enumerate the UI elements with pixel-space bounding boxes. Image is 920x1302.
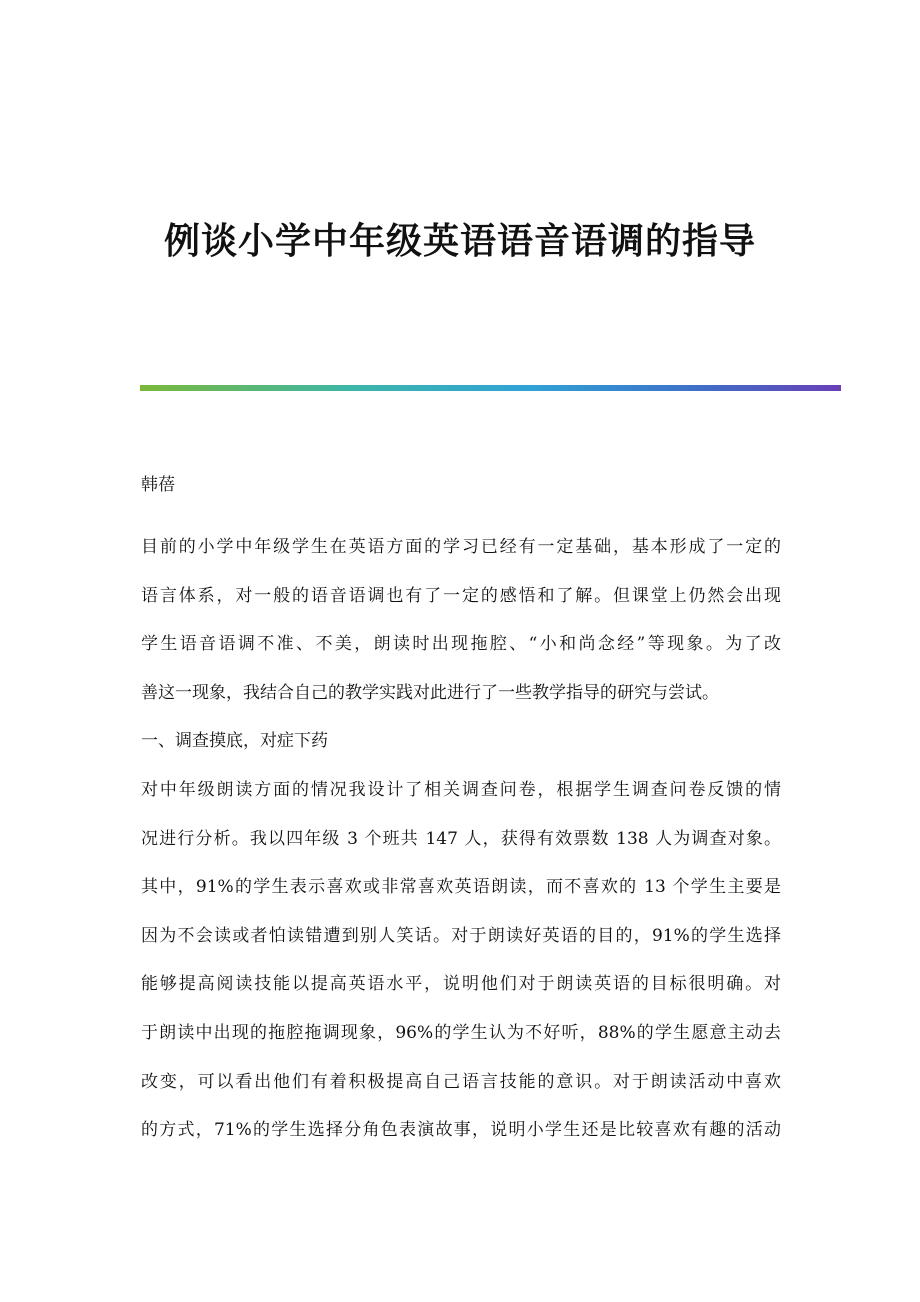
title-divider xyxy=(140,385,841,391)
text-line: 学生语音语调不准、不美，朗读时出现拖腔、“小和尚念经”等现象。为了改 xyxy=(141,634,781,655)
author-name: 韩蓓 xyxy=(141,475,175,495)
section-heading: 一、调查摸底，对症下药 xyxy=(141,731,328,752)
text-line: 目前的小学中年级学生在英语方面的学习已经有一定基础，基本形成了一定的 xyxy=(141,537,781,557)
paragraph-intro xyxy=(141,523,781,717)
paragraph-survey xyxy=(141,766,781,1155)
text-line: 改变，可以看出他们有着积极提高自己语言技能的意识。对于朗读活动中喜欢 xyxy=(141,1071,781,1092)
text-line: 的方式，71%的学生选择分角色表演故事，说明小学生还是比较喜欢有趣的活动 xyxy=(141,1120,781,1141)
article-body xyxy=(141,523,781,1155)
text-line: 能够提高阅读技能以提高英语水平，说明他们对于朗读英语的目标很明确。对 xyxy=(141,974,781,995)
text-line: 因为不会读或者怕读错遭到别人笑话。对于朗读好英语的目的，91%的学生选择 xyxy=(141,925,781,946)
text-line: 语言体系，对一般的语音语调也有了一定的感悟和了解。但课堂上仍然会出现 xyxy=(141,585,781,606)
text-line: 其中，91%的学生表示喜欢或非常喜欢英语朗读，而不喜欢的 13 个学生主要是 xyxy=(141,877,781,898)
text-line: 于朗读中出现的拖腔拖调现象，96%的学生认为不好听，88%的学生愿意主动去 xyxy=(141,1022,781,1043)
text-line: 对中年级朗读方面的情况我设计了相关调查问卷，根据学生调查问卷反馈的情 xyxy=(141,779,781,800)
document-title: 例谈小学中年级英语语音语调的指导 xyxy=(163,221,756,262)
text-line: 善这一现象，我结合自己的教学实践对此进行了一些教学指导的研究与尝试。 xyxy=(141,682,719,703)
text-line: 况进行分析。我以四年级 3 个班共 147 人，获得有效票数 138 人为调查对象。 xyxy=(141,828,781,849)
